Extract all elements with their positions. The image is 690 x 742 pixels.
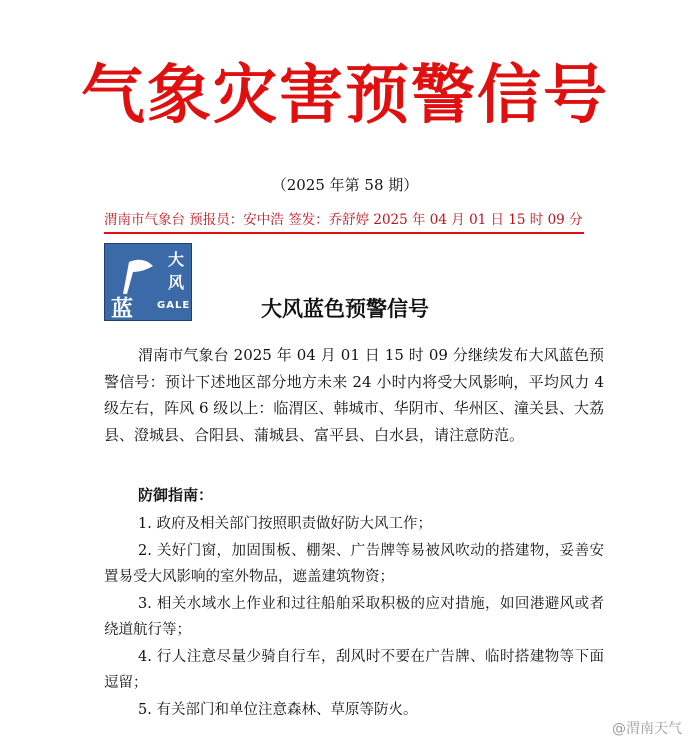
- badge-level-text: 蓝: [111, 297, 134, 322]
- warning-body: 渭南市气象台 2025 年 04 月 01 日 15 时 09 分继续发布大风蓝色预警信号：预计下述地区部分地方未来 24 小时内将受大风影响，平均风力 4 级左右，阵风 6 级以上：临渭区、韩城市、华阴市、华州区、潼关县、大荔县、澄城县、合阳县、蒲城县、富平县、白水县，请注意防范。: [104, 346, 604, 444]
- issue-number: （2025 年第 58 期）: [271, 176, 419, 194]
- guidance-item: 5. 有关部门和单位注意森林、草原等防火。: [138, 701, 418, 718]
- header-divider: [104, 232, 584, 234]
- guidance-item: 3. 相关水域水上作业和过往船舶采取积极的应对措施，如回港避风或者绕道航行等；: [104, 595, 604, 638]
- badge-main-text: 大风: [168, 250, 185, 292]
- guidance-item: 2. 关好门窗，加固围板、棚架、广告牌等易被风吹动的搭建物，妥善安置易受大风影响的室外物品，遮盖建筑物资；: [104, 542, 604, 585]
- guidance-heading: 防御指南：: [138, 486, 214, 504]
- document-banner: 气象灾害预警信号: [81, 59, 609, 133]
- guidance-item: 1. 政府及相关部门按照职责做好防大风工作；: [138, 516, 432, 532]
- guidance-item: 4. 行人注意尽量少骑自行车，刮风时不要在广告牌、临时搭建物等下面逗留；: [104, 648, 604, 691]
- weibo-watermark: @渭南天气: [612, 721, 682, 737]
- issuer-line: 渭南市气象台 预报员：安中浩 签发：乔舒婷 2025 年 04 月 01 日 15 时 09 分: [104, 212, 583, 228]
- badge-english-text: GALE: [157, 300, 191, 311]
- guidance-list: [104, 511, 604, 723]
- warning-title: 大风蓝色预警信号: [261, 297, 429, 321]
